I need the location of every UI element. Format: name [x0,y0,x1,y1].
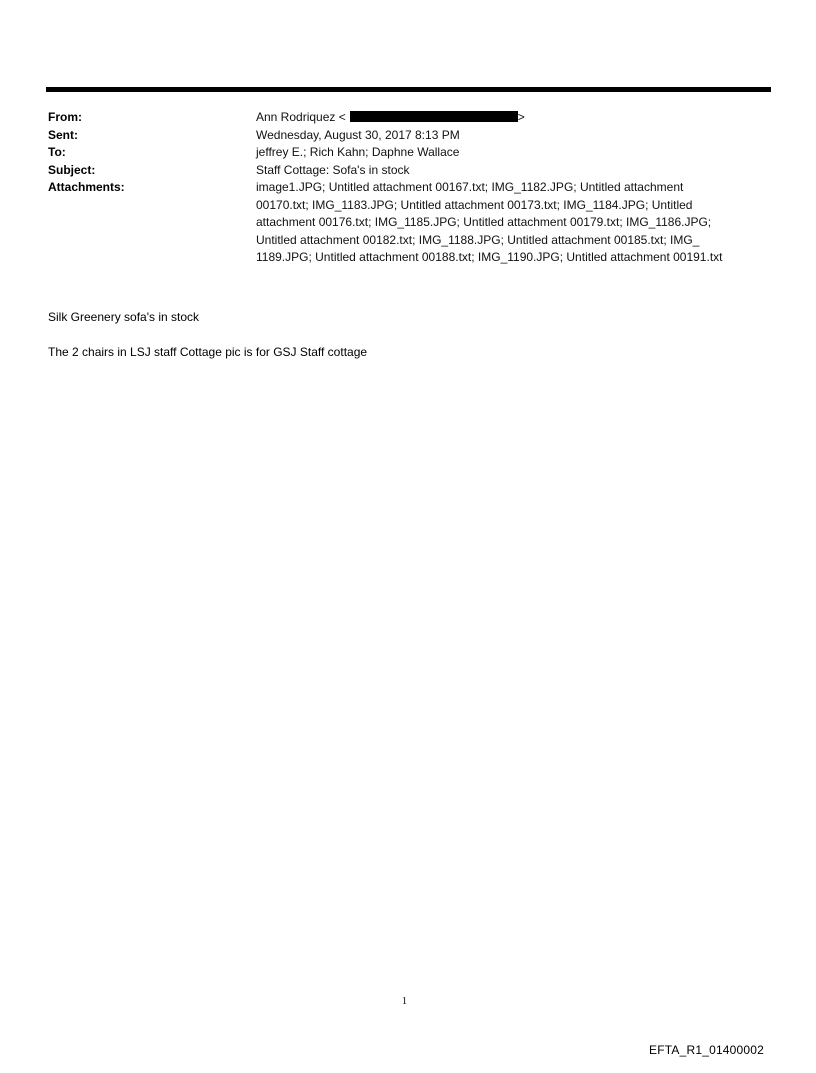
to-value: jeffrey E.; Rich Kahn; Daphne Wallace [256,145,460,159]
header-divider [46,87,771,92]
sent-value: Wednesday, August 30, 2017 8:13 PM [256,127,460,142]
email-header [48,109,773,267]
attachments-label: Attachments: [48,180,125,194]
sent-label: Sent: [48,127,78,142]
to-label: To: [48,145,66,159]
sender-email-end: > [517,110,525,124]
from-row [48,109,773,127]
to-row [48,144,773,162]
sender-name: Ann Rodriquez < [256,110,346,124]
document-id: EFTA_R1_01400002 [649,1043,765,1057]
subject-label: Subject: [48,162,96,177]
subject-row [48,162,773,180]
body-line-1: Silk Greenery sofa's in stock [48,310,200,324]
body-line-2: The 2 chairs in LSJ staff Cottage pic is for GSJ Staff cottage [48,345,368,359]
from-label: From: [48,110,82,124]
subject-value: Staff Cottage: Sofa's in stock [256,162,410,177]
attachments-value [256,179,773,267]
from-value [256,109,773,127]
attachments-line: image1.JPG; Untitled attachment 00167.txt; IMG_1182.JPG; Untitled attachment [256,180,684,194]
attachments-line: 1189.JPG; Untitled attachment 00188.txt; IMG_1190.JPG; Untitled attachment 00191.txt [256,250,723,264]
attachments-row [48,179,773,267]
attachments-line: attachment 00176.txt; IMG_1185.JPG; Untitled attachment 00179.txt; IMG_1186.JPG; [256,215,712,229]
sent-row [48,127,773,145]
page-number: 1 [402,996,407,1007]
attachments-line: Untitled attachment 00182.txt; IMG_1188.JPG; Untitled attachment 00185.txt; IMG_ [256,232,700,247]
attachments-line: 00170.txt; IMG_1183.JPG; Untitled attachment 00173.txt; IMG_1184.JPG; Untitled [256,197,693,212]
redaction-bar [350,111,518,122]
